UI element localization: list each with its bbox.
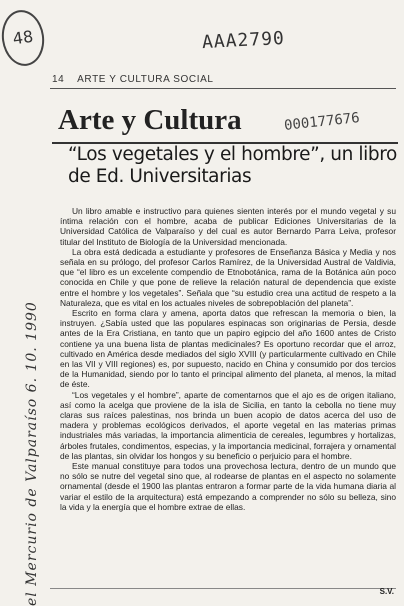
handwritten-source-note: el Mercurio de Valparaíso 6. 10. 1990 xyxy=(24,301,40,606)
section-line: ARTE Y CULTURA SOCIAL xyxy=(77,74,214,85)
section-title: Arte y Cultura xyxy=(58,104,242,136)
page-number: 14 xyxy=(52,74,65,85)
handwritten-circled-number: 48 xyxy=(0,7,48,68)
handwritten-code-mid: 000177676 xyxy=(283,110,361,134)
author-initials: S.V. xyxy=(379,587,394,596)
article-paragraph: Escrito en forma clara y amena, aporta datos que refrescan la memoria o bien, la instruyen. ¿Sabía usted que las populares espinacas son originarias de Persia, desde antes de la Era Cristiana, en tanto que un papiro egipcio del año 1600 antes de Cristo contiene ya una buena lista de plantas medicinales? Es oportuno recordar que el arroz, cultivado en América desde mediados del siglo XVIII (y particularmente cultivado en Chile en las VII y VIII regiones) es, por supuesto, nacido en China y consumido por dos tercios de la Humanidad, siendo por lo tanto el principal alimento del planeta, al menos, la mitad de éste. xyxy=(60,308,396,390)
header-rule xyxy=(50,88,396,89)
article-paragraph: “Los vegetales y el hombre”, aparte de comentarnos que el ajo es de origen italiano, así como la acelga que proviene de la isla de Sicilia, en tanto la cebolla no tiene muy claras sus raíces palestinas, nos brinda un buen acopio de datos acerca del uso de madera y problemas ecológicos derivados, el aporte vegetal en las materias primas industriales más variadas, la importancia alimenticia de cereales, legumbres y hortalizas, árboles frutales, condimentos, especias, y la importancia medicinal, forrajera y ornamental de las plantas, sin olvidar los hongos y su beneficio o perjuicio para el hombre. xyxy=(60,389,396,461)
article-paragraph: Un libro amable e instructivo para quienes sienten interés por el mundo vegetal y su íntima relación con el hombre, acaba de publicar Ediciones Universitarias de la Universidad Católica de Valparaíso y del cual es autor Bernardo Parra Leiva, profesor titular del Instituto de Biología de la Universidad mencionada. xyxy=(60,206,396,247)
article-paragraph: La obra está dedicada a estudiante y profesores de Enseñanza Básica y Media y nos señala en su prólogo, del profesor Carlos Ramírez, de la Universidad Austral de Valdivia, que “el libro es un excelente compendio de Etnobotánica, rama de la Botánica aún poco conocida en Chile y que pone de relieve la relación natural de dependencia que existe entre el hombre y los vegetales”. Señala que “su estudio crea una actitud de respeto a la Naturaleza, que es vital en los actuales niveles de sobrepoblación del planeta”. xyxy=(60,246,396,308)
article-paragraph: Este manual constituye para todos una provechosa lectura, dentro de un mundo que no sólo se nutre del vegetal sino que, al rodearse de plantas en el aspecto no solamente ornamental (desde el 1900 las plantas entraron a formar parte de la vida humana diaria al variar el estilo de la arquitectura) está empezando a comprender no sólo su belleza, sino la vida y la energía que el hombre extrae de ellas. xyxy=(60,461,396,512)
handwritten-code-top: AAA2790 xyxy=(201,27,286,54)
page-header xyxy=(52,74,214,85)
article-body xyxy=(60,206,396,582)
bottom-rule xyxy=(50,588,396,589)
article-headline: “Los vegetales y el hombre”, un libro de Ed. Universitarias xyxy=(68,144,397,187)
